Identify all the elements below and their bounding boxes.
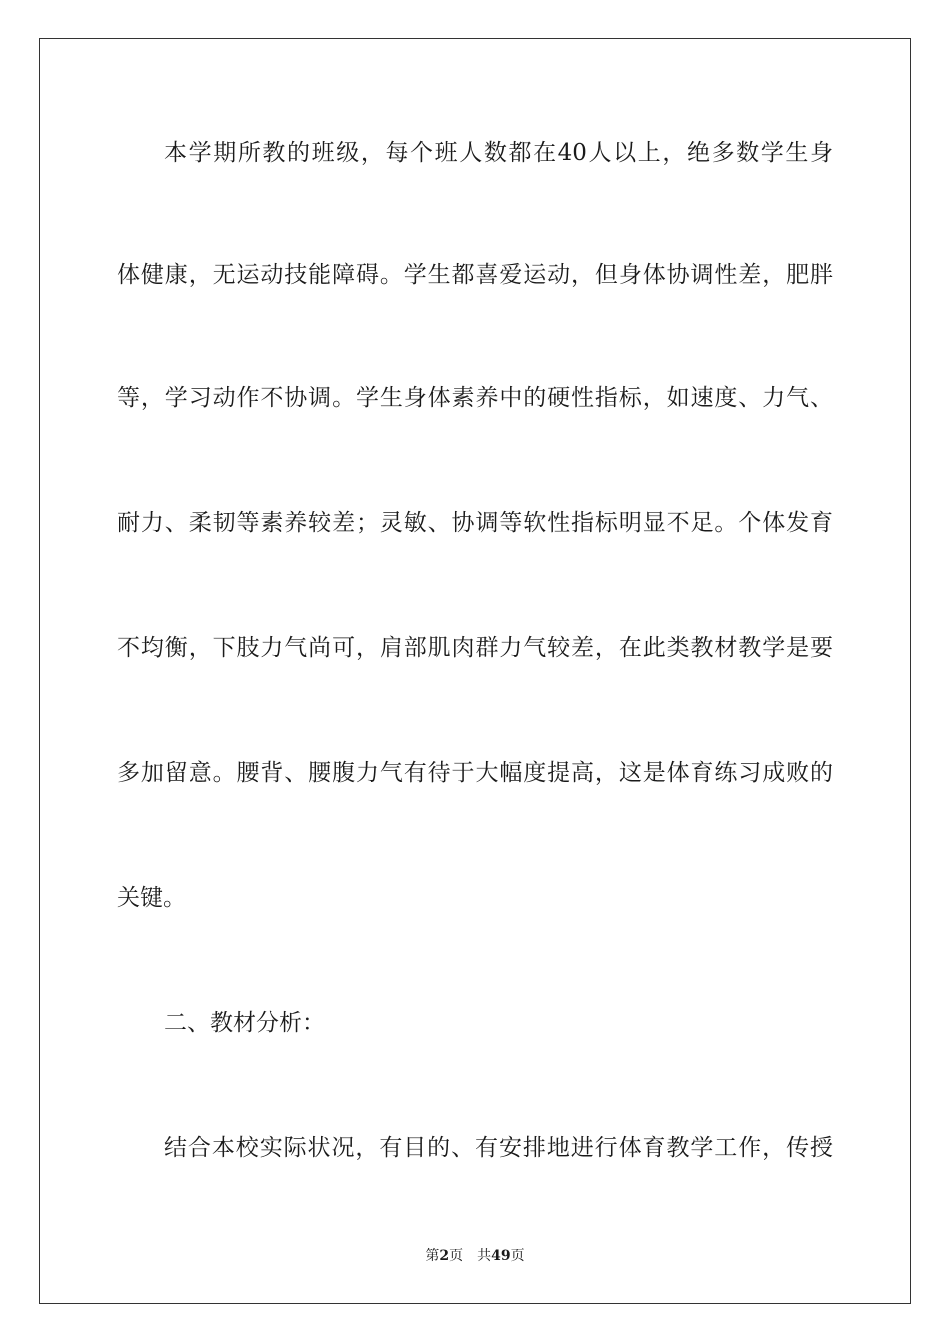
body-line-4: 耐力、柔韧等素养较差；灵敏、协调等软性指标明显不足。个体发育 xyxy=(117,510,833,536)
body-line-6: 多加留意。腰背、腰腹力气有待于大幅度提高，这是体育练习成败的 xyxy=(117,760,833,786)
body-line-1: 本学期所教的班级，每个班人数都在40人以上，绝多数学生身 xyxy=(164,140,833,166)
body-line-7: 关键。 xyxy=(117,885,186,911)
body-line-2: 体健康，无运动技能障碍。学生都喜爱运动，但身体协调性差，肥胖 xyxy=(117,262,833,288)
body-line-3: 等，学习动作不协调。学生身体素养中的硬性指标，如速度、力气、 xyxy=(117,385,833,411)
body-line-9: 结合本校实际状况，有目的、有安排地进行体育教学工作，传授 xyxy=(164,1135,833,1161)
total-pages: 49 xyxy=(491,1248,511,1264)
body-line-5: 不均衡，下肢力气尚可，肩部肌肉群力气较差，在此类教材教学是要 xyxy=(117,635,833,661)
page-prefix: 第 xyxy=(425,1248,440,1264)
page-footer xyxy=(0,1246,950,1266)
page-border xyxy=(39,38,911,1304)
page-suffix: 页 xyxy=(449,1248,464,1264)
total-suffix: 页 xyxy=(510,1248,525,1264)
total-prefix: 共 xyxy=(477,1248,492,1264)
page-number: 2 xyxy=(439,1248,450,1264)
section-heading: 二、教材分析： xyxy=(164,1010,325,1036)
